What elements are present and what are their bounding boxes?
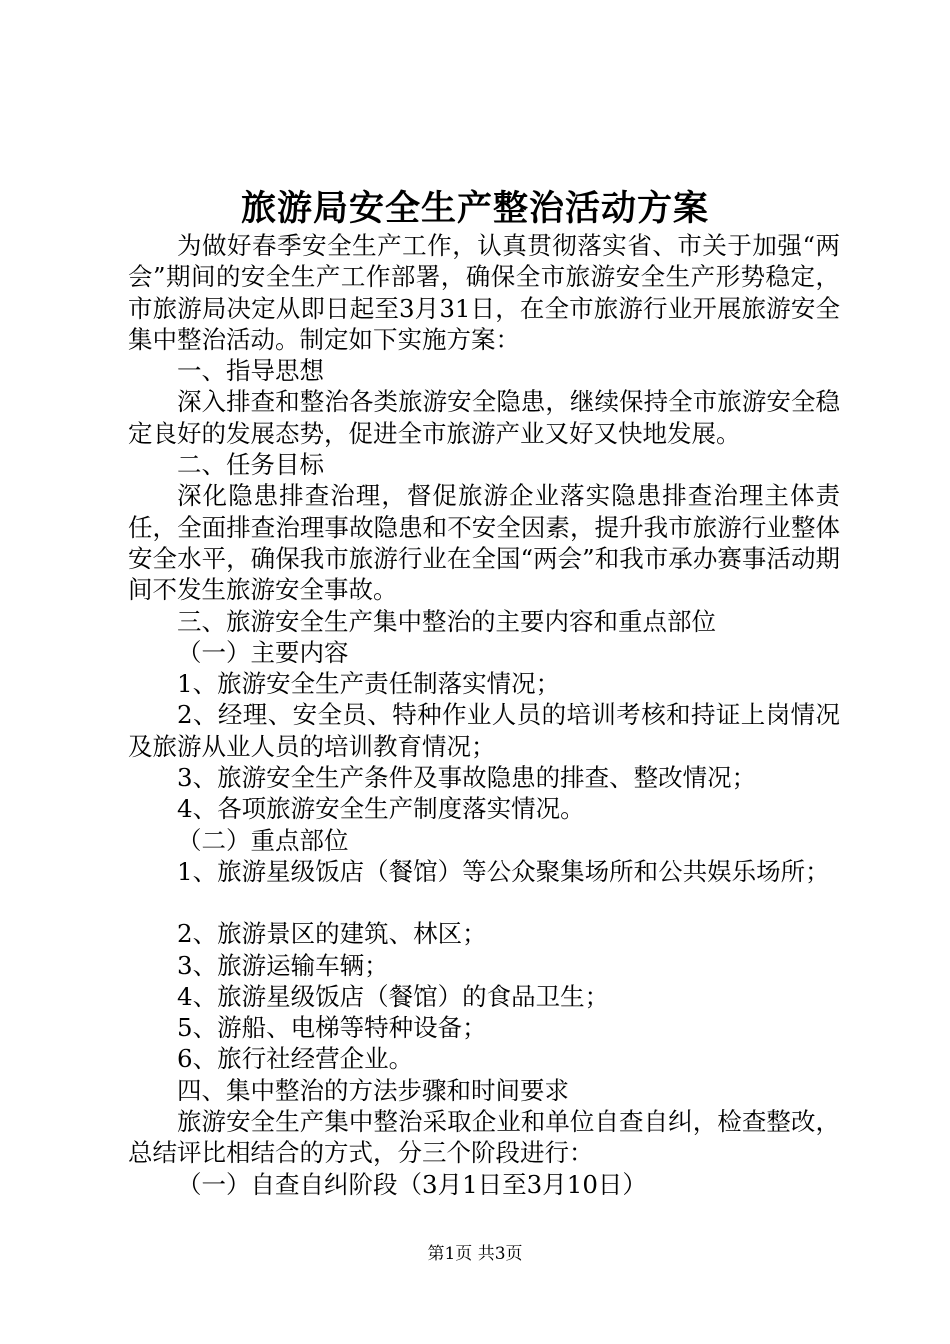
subheading-key-locations: （二）重点部位 <box>177 825 349 855</box>
list-item: 2、旅游景区的建筑、林区； <box>177 919 487 949</box>
section-heading-methods: 四、集中整治的方法步骤和时间要求 <box>177 1075 569 1105</box>
section-heading-main-content: 三、旅游安全生产集中整治的主要内容和重点部位 <box>177 606 716 636</box>
list-item: 4、各项旅游安全生产制度落实情况。 <box>177 794 585 824</box>
document-body <box>128 230 840 1200</box>
page-number: 第1页 共3页 <box>427 1244 523 1264</box>
paragraph-guiding-ideology: 深入排查和整治各类旅游安全隐患，继续保持全市旅游安全稳定良好的发展态势，促进全市旅游产业又好又快地发展。 <box>128 387 840 448</box>
list-item: 3、旅游安全生产条件及事故隐患的排查、整改情况； <box>177 763 757 793</box>
list-item: 1、旅游安全生产责任制落实情况； <box>177 669 561 699</box>
paragraph-task-goals: 深化隐患排查治理，督促旅游企业落实隐患排查治理主体责任，全面排查治理事故隐患和不安全因素，提升我市旅游行业整体安全水平，确保我市旅游行业在全国“两会”和我市承办赛事活动期间不发生旅游安全事故。 <box>128 481 840 605</box>
list-item: 2、经理、安全员、特种作业人员的培训考核和持证上岗情况及旅游从业人员的培训教育情况； <box>128 700 840 761</box>
section-heading-guiding-ideology: 一、指导思想 <box>177 356 324 386</box>
list-item: 1、旅游星级饭店（餐馆）等公众聚集场所和公共娱乐场所； <box>177 856 830 886</box>
list-item: 6、旅行社经营企业。 <box>177 1044 414 1074</box>
intro-paragraph: 为做好春季安全生产工作，认真贯彻落实省、市关于加强“两会”期间的安全生产工作部署，确保全市旅游安全生产形势稳定，市旅游局决定从即日起至3月31日，在全市旅游行业开展旅游安全集中整治活动。制定如下实施方案： <box>128 231 840 354</box>
paragraph-methods: 旅游安全生产集中整治采取企业和单位自查自纠，检查整改，总结评比相结合的方式，分三个阶段进行： <box>128 1107 840 1168</box>
document-title: 旅游局安全生产整治活动方案 <box>240 188 709 229</box>
list-item: 4、旅游星级饭店（餐馆）的食品卫生； <box>177 981 610 1011</box>
list-item: 3、旅游运输车辆； <box>177 950 389 980</box>
subheading-main-content: （一）主要内容 <box>177 637 349 667</box>
list-item: 5、游船、电梯等特种设备； <box>177 1013 487 1043</box>
subheading-self-inspection: （一）自查自纠阶段（3月1日至3月10日） <box>177 1169 647 1199</box>
section-heading-task-goals: 二、任务目标 <box>177 450 324 480</box>
